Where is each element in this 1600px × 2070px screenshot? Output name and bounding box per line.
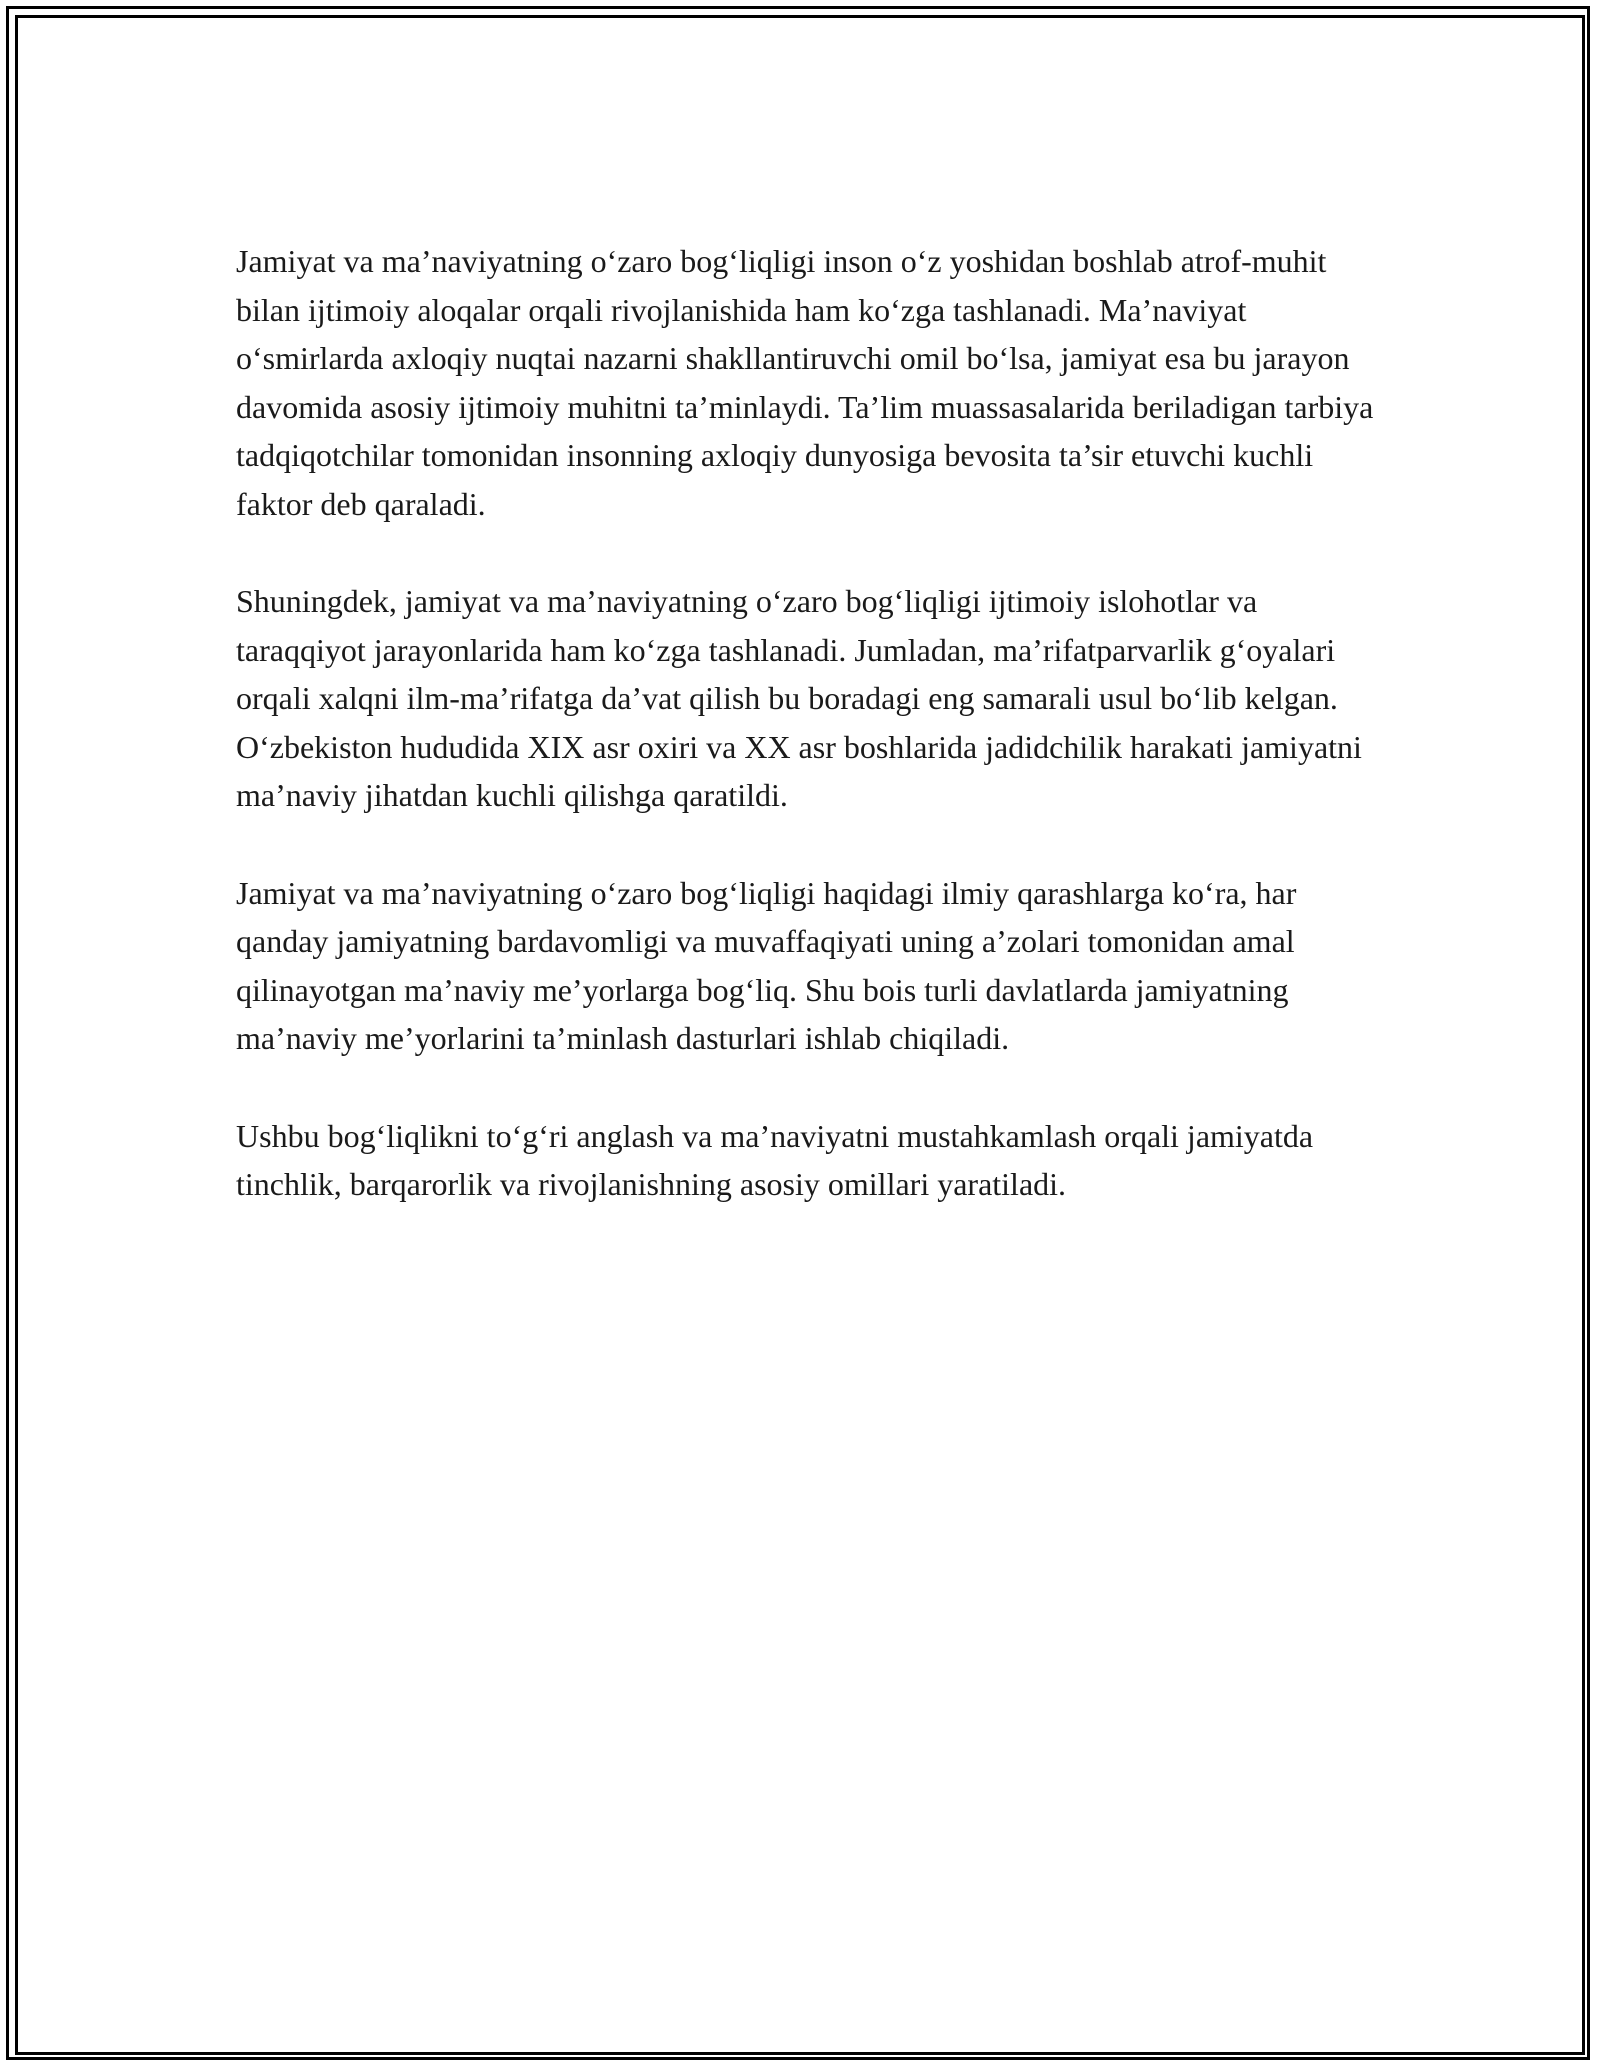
- paragraph-3: Jamiyat va ma’naviyatning o‘zaro bog‘liqligi haqidagi ilmiy qarashlarga ko‘ra, har qanday jamiyatning bardavomligi va muvaffaqiyati uning a’zolari tomonidan amal qilinayotgan ma’naviy me’yorlarga bog‘liq. Shu bois turli davlatlarda jamiyatning ma’naviy me’yorlarini ta’minlash dasturlari ishlab chiqiladi.: [236, 874, 1297, 1056]
- paragraph-1: Jamiyat va ma’naviyatning o‘zaro bog‘liqligi inson o‘z yoshidan boshlab atrof-muhit bilan ijtimoiy aloqalar orqali rivojlanishida ham ko‘zga tashlanadi. Ma’naviyat o‘smirlarda axloqiy nuqtai nazarni shakllantiruvchi omil bo‘lsa, jamiyat esa bu jarayon davomida asosiy ijtimoiy muhitni ta’minlaydi. Ta’lim muassasalarida beriladigan tarbiya tadqiqotchilar tomonidan insonning axloqiy dunyosiga bevosita ta’sir etuvchi kuchli faktor deb qaraladi.: [236, 243, 1374, 522]
- paragraph-4: Ushbu bog‘liqlikni to‘g‘ri anglash va ma’naviyatni mustahkamlash orqali jamiyatda tinchlik, barqarorlik va rivojlanishning asosiy omillari yaratiladi.: [236, 1117, 1314, 1202]
- paragraph-2: Shuningdek, jamiyat va ma’naviyatning o‘zaro bog‘liqligi ijtimoiy islohotlar va taraqqiyot jarayonlarida ham ko‘zga tashlanadi. Jumladan, ma’rifatparvarlik g‘oyalari orqali xalqni ilm-ma’rifatga da’vat qilish bu boradagi eng samarali usul bo‘lib kelgan. O‘zbekiston hududida XIX asr oxiri va XX asr boshlarida jadidchilik harakati jamiyatni ma’naviy jihatdan kuchli qilishga qaratildi.: [236, 583, 1362, 813]
- document-body: [236, 237, 1376, 1258]
